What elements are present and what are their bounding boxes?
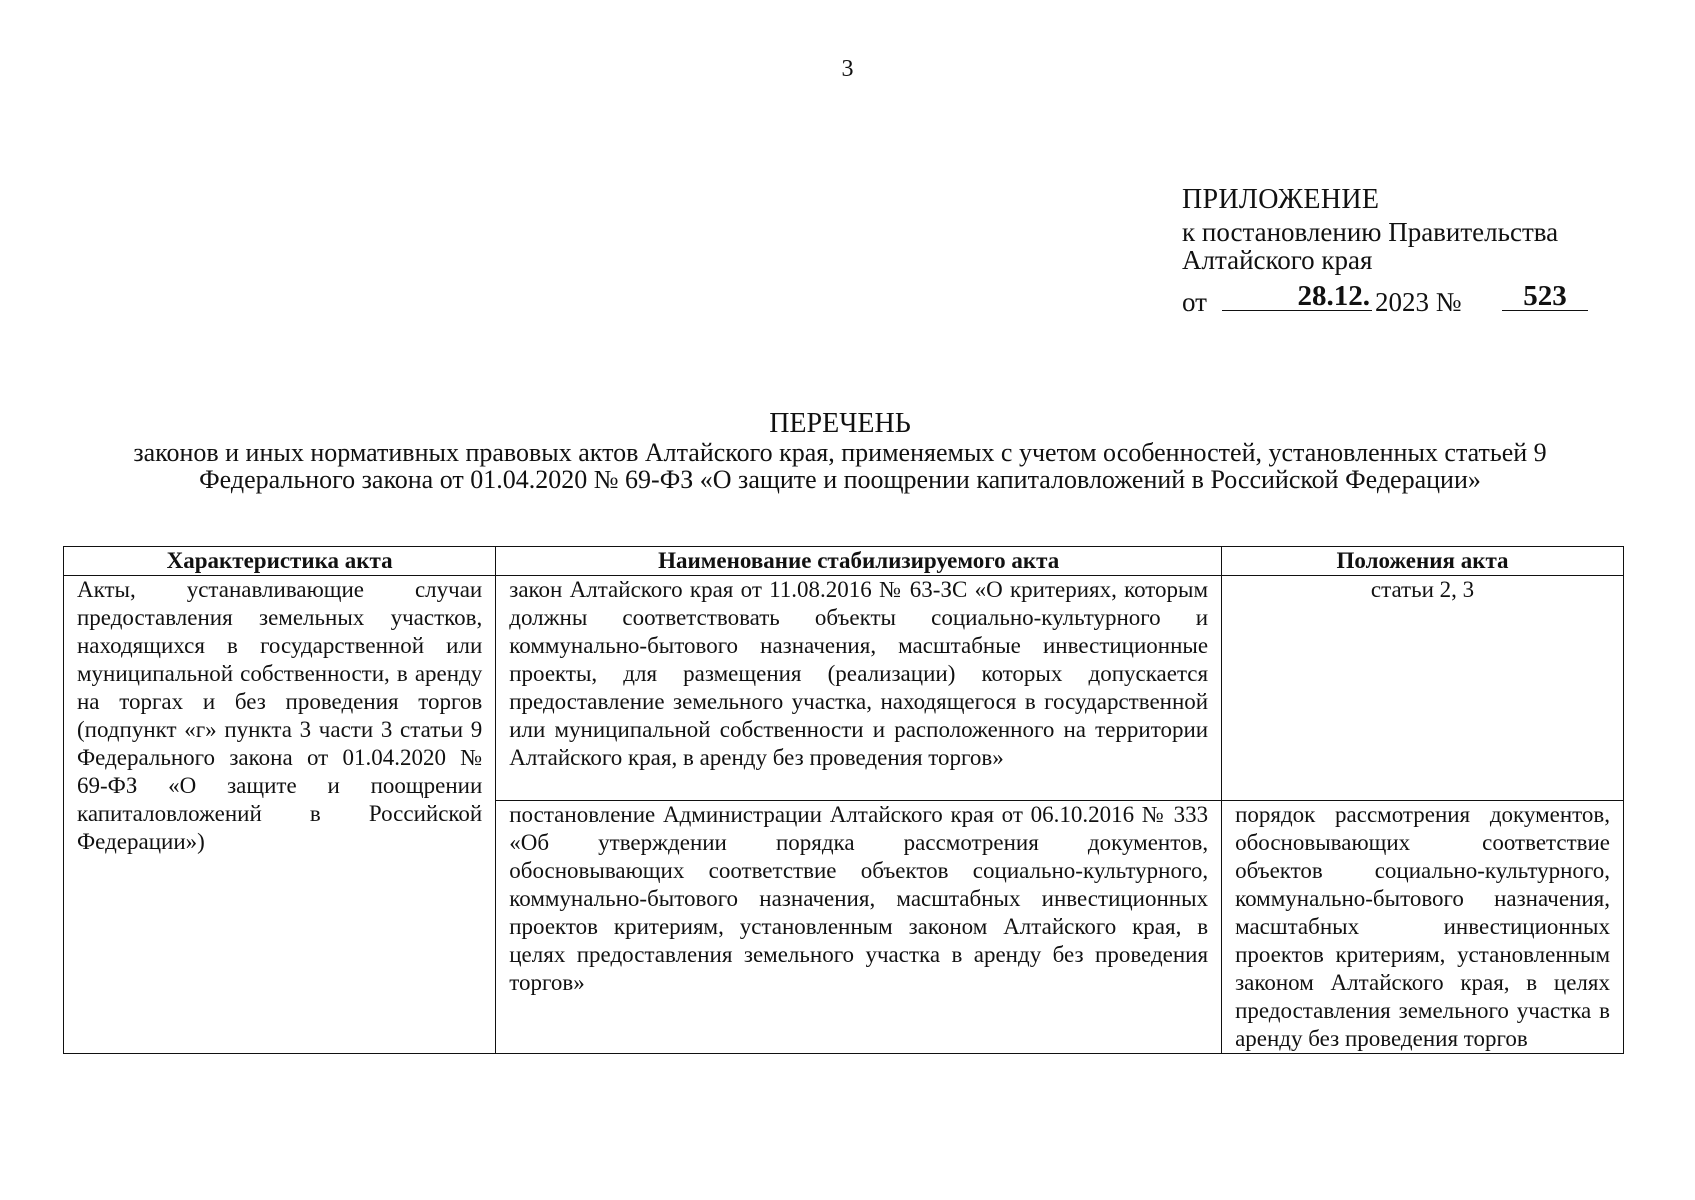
- ot-label: от: [1182, 287, 1207, 317]
- header-act-name: Наименование стабилизируемого акта: [496, 547, 1222, 576]
- document-title: ПЕРЕЧЕНЬ: [769, 408, 911, 439]
- appendix-title: ПРИЛОЖЕНИЕ: [1182, 184, 1380, 215]
- appendix-date-line: [1182, 282, 1602, 318]
- table-row: [64, 576, 1624, 801]
- appendix-line-1: к постановлению Правительства: [1182, 217, 1559, 247]
- page-number: 3: [841, 56, 854, 82]
- appendix-line-2: Алтайского края: [1182, 245, 1373, 275]
- provisions-cell: статьи 2, 3: [1222, 576, 1624, 801]
- resolution-number: 523: [1502, 282, 1588, 311]
- header-provisions: Положения акта: [1222, 547, 1624, 576]
- act-name-cell: постановление Администрации Алтайского края от 06.10.2016 № 333 «Об утверждении порядка рассмотрения документов, обосновывающих соответствие объектов социально-культурного, коммунально-бытового назначения, масштабных инвестиционных проектов критериям, установленным законом Алтайского края, в целях предоставления земельного участка в аренду без проведения торгов»: [496, 801, 1222, 1054]
- document-subtitle: законов и иных нормативных правовых актов Алтайского края, применяемых с учетом особенностей, установленных статьей 9 Федерального закона от 01.04.2020 № 69-ФЗ «О защите и поощрении капиталовложений в Российской Федерации»: [133, 438, 1547, 494]
- act-name-cell: закон Алтайского края от 11.08.2016 № 63-ЗС «О критериях, которым должны соответствовать объекты социально-культурного и коммунально-бытового назначения, масштабные инвестиционные проекты, для размещения (реализации) которых допускается предоставление земельного участка, находящегося в государственной или муниципальной собственности и расположенного на территории Алтайского края, в аренду без проведения торгов»: [496, 576, 1222, 801]
- provisions-cell: порядок рассмотрения документов, обосновывающих соответствие объектов социально-культурного, коммунально-бытового назначения, масштабных инвестиционных проектов критериям, установленным законом Алтайского края, в целях предоставления земельного участка в аренду без проведения торгов: [1222, 801, 1624, 1054]
- year-label: 2023 №: [1375, 287, 1462, 317]
- header-characteristic: Характеристика акта: [64, 547, 496, 576]
- document-heading: [120, 410, 1560, 493]
- characteristic-cell: Акты, устанавливающие случаи предоставления земельных участков, находящихся в государственной или муниципальной собственности, в аренду на торгах и без проведения торгов (подпункт «г» пункта 3 части 3 статьи 9 Федерального закона от 01.04.2020 № 69-ФЗ «О защите и поощрении капиталовложений в Российской Федерации»): [64, 576, 496, 1054]
- appendix-block: [1182, 186, 1602, 318]
- table-header-row: [64, 547, 1624, 576]
- resolution-date: 28.12.: [1222, 282, 1372, 311]
- acts-table: [63, 546, 1624, 1054]
